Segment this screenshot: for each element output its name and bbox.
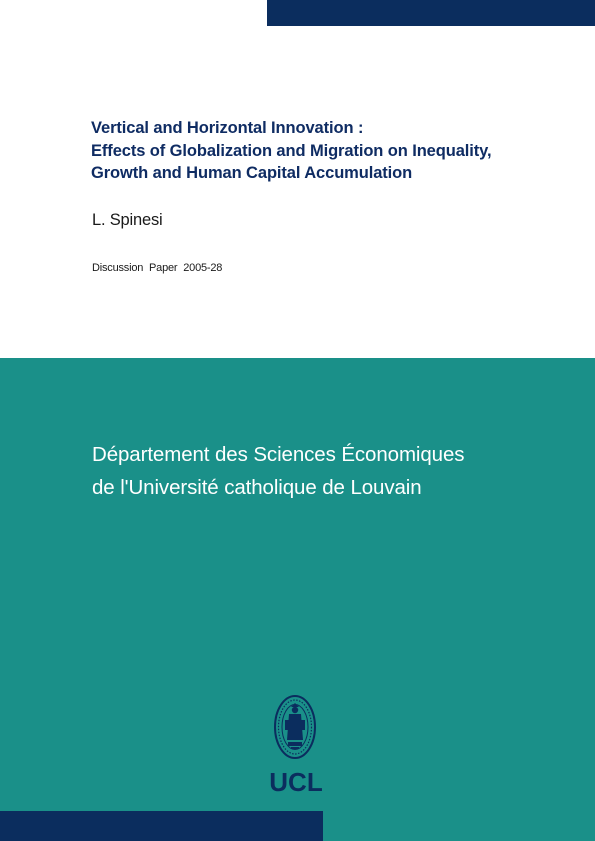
paper-title: [91, 117, 571, 185]
title-line-1: Vertical and Horizontal Innovation :: [91, 119, 364, 137]
department-panel: [0, 358, 595, 841]
author-name: L. Spinesi: [92, 211, 163, 229]
department-name: [92, 438, 464, 504]
ucl-logo-text: UCL: [269, 767, 323, 797]
top-decorative-bar: [267, 0, 595, 26]
discussion-paper-number: Discussion Paper 2005-28: [92, 262, 223, 274]
department-line-1: Département des Sciences Économiques: [92, 443, 465, 466]
ucl-seal-icon: [273, 694, 317, 760]
bottom-decorative-bar: [0, 811, 323, 841]
department-line-2: de l'Université catholique de Louvain: [92, 476, 422, 499]
title-line-3: Growth and Human Capital Accumulation: [91, 164, 413, 182]
title-line-2: Effects of Globalization and Migration on Inequality,: [91, 141, 492, 160]
